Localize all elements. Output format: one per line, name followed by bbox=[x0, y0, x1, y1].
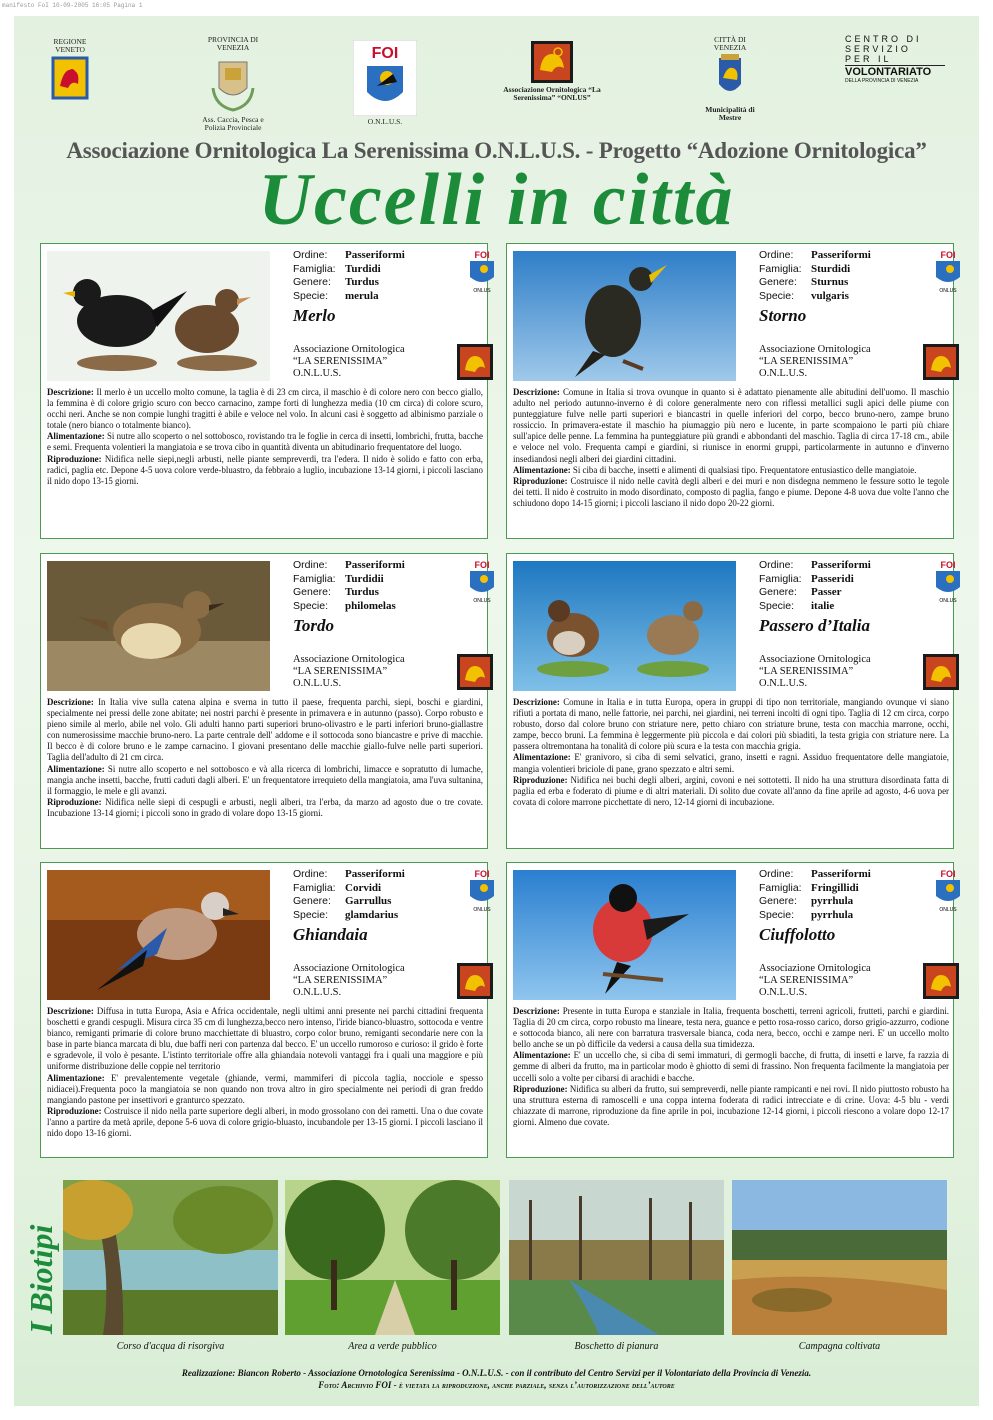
csv-provincia: DELLA PROVINCIA DI VENEZIA bbox=[845, 78, 919, 84]
bird-name: Merlo bbox=[293, 306, 336, 325]
value-genere: Turdus bbox=[345, 586, 379, 598]
desc-text: Presente in tutta Europa e stanziale in Italia, frequenta boschetti, terreni agricoli, frutteti, parchi e giardini. Taglia di 20 cm circa, corpo robusto ma lineare, testa nera, guance e petto rosa-rosso carico, dorso grigio-azzurro, codione e sottocoda bianco, ali nere con barratura trasversale bianca, coda nera, becco, occhi e zampe neri. E' un uccello molto bello anche se un pò difficile da vedersi a causa della sua timidezza. bbox=[513, 1006, 950, 1050]
foi-badge-icon bbox=[932, 249, 964, 293]
alim-text: E' prevalentemente vegetale (ghiande, vermi, mammiferi di piccola taglia, nocciole e spesso nidiacei).Frequenta poco la mangiatoia se non quando non trova altro in giro specialmente nei periodi di gran freddo mangiando pastone per insettivori e granturco spezzato. bbox=[47, 1072, 484, 1105]
ripr-text: Costruisce il nido nelle cavità degli alberi e dei muri e non disdegna nemmeno le fessure sotto le tegole dei tetti. Il nido è costruito in modo disordinato, composto di paglia, fango e piume. Depone 4-8 uova due volte l'anno che schiudono dopo 14-15 giorni; i piccoli lasciano il nido dopo 20-22 giorni. bbox=[513, 475, 949, 508]
biotipo-photo-campagna bbox=[732, 1180, 947, 1335]
value-genere: Turdus bbox=[345, 276, 379, 288]
association-title: Associazione Ornitologica La Serenissima O.N.L.U.S. - Progetto “Adozione Ornitologica” bbox=[66, 138, 927, 163]
label-genere: Genere: bbox=[759, 895, 797, 907]
logo-caption: CITTÀ DI VENEZIA bbox=[713, 35, 747, 52]
bird-description bbox=[513, 697, 949, 808]
main-title: Uccelli in città bbox=[258, 159, 735, 241]
value-famiglia: Turdidii bbox=[345, 572, 384, 585]
association-block bbox=[759, 654, 871, 690]
desc-text: Comune in Italia e in tutta Europa, opera in gruppi di tipo non territoriale, mangiando ovunque vi siano rifiuti a portata di mano, nelle fattorie, nei parchi, nei giardini, nei terreni incolti di ogni tipo. Taglia di 12 cm circa, corpo robusto, dorso dal colore bruno con striature nere, petto chiaro con striature brune, testa con macchia marrone, occhi, zampe, becco bruni. La femmina è leggermente più piccola e dai colori più sbiaditi, la testa grigia con striature nere. La passera oltremontana ha tonalità di colore più scura e la testa con macchia grigia. bbox=[513, 697, 949, 752]
tordo-photo bbox=[47, 561, 270, 691]
desc-text: Diffusa in tutta Europa, Asia e Africa occidentale, negli ultimi anni presente nei parchi cittadini frequenta boschetti e grandi cespugli. Misura circa 35 cm di lunghezza,becco nero intenso, l'iride bianco-bluastro, sottocoda e ventre bianco, remiganti primarie di colore bruno macchiettate di bluastro, corpo color bruno, remiganti secondarie nere con la base in parte bianca marcata di blu, due baffi neri con partenza dal becco. E' un uccello rumoroso e curioso: il grido è forte e sgradevole, il volo è pesante. L'istinto territoriale offre alla ghiandaia notevoli vantaggi fra i quali una maggiore e più uniforme distribuzione delle coppie nel territorio bbox=[47, 1006, 484, 1072]
association-line: Associazione Ornitologica bbox=[759, 654, 871, 665]
ripr-text: Nidifica nelle siepi di cespugli e arbusti, negli alberi, tra l'erba, da marzo ad agosto due o tre covate. Incubazione 13-14 giorni; i piccoli sono in grado di volare dopo 13-15 giorni. bbox=[47, 796, 483, 818]
value-genere: Sturnus bbox=[811, 276, 849, 288]
bird-card-merlo bbox=[40, 243, 491, 539]
value-genere: Passer bbox=[811, 586, 842, 598]
biotipo-caption: Corso d'acqua di risorgiva bbox=[116, 1341, 225, 1352]
label-ordine: Ordine: bbox=[293, 249, 328, 261]
value-famiglia: Sturdidi bbox=[811, 262, 851, 275]
alim-label: Alimentazione: bbox=[513, 1050, 571, 1061]
value-ordine: Passeriformi bbox=[811, 868, 871, 880]
value-specie: merula bbox=[345, 289, 379, 302]
biotipo-caption: Campagna coltivata bbox=[798, 1341, 881, 1352]
association-block bbox=[293, 963, 405, 999]
association-line: Associazione Ornitologica bbox=[759, 963, 871, 974]
label-famiglia: Famiglia: bbox=[759, 881, 802, 894]
biotipi-label bbox=[20, 1180, 60, 1338]
label-genere: Genere: bbox=[759, 586, 797, 598]
logo-centro-servizio-volontariato bbox=[845, 34, 945, 84]
bird-description bbox=[47, 697, 483, 819]
biotipo-photo-boschetto bbox=[509, 1180, 724, 1335]
association-line: “LA SERENISSIMA” bbox=[293, 975, 388, 986]
value-genere: Garrullus bbox=[345, 895, 392, 907]
alim-text: E' un uccello che, si ciba di semi immaturi, di germogli bacche, di frutta, di insetti e larve, fa razzia di gemme di alberi da frutto, ma in particolar modo è ghiotto di semi di frassino. Non frequenta facilmente la mangiatoia per uccelli solo a volte per cibarsi di arachidi e bacche. bbox=[513, 1050, 950, 1083]
value-specie: philomelas bbox=[345, 599, 396, 612]
logo-foi bbox=[350, 38, 420, 126]
value-specie: pyrrhula bbox=[811, 908, 854, 921]
ghiandaia-photo bbox=[47, 870, 270, 1000]
taxonomy bbox=[759, 249, 909, 303]
value-famiglia: Fringillidi bbox=[811, 881, 859, 894]
credits-line: Realizzazione: Biancon Roberto - Associazione Ornotologica Serenissima - O.N.L.U.S. - con il contributo del Centro Servizi per il Volontariato della Provincia di Venezia. bbox=[181, 1368, 812, 1378]
association-line: “LA SERENISSIMA” bbox=[759, 975, 854, 986]
bird-description bbox=[513, 387, 949, 509]
biotipo-photo-area-verde bbox=[285, 1180, 500, 1335]
desc-label: Descrizione: bbox=[513, 387, 560, 397]
bird-card-passero bbox=[506, 553, 957, 849]
association-block bbox=[293, 654, 405, 690]
foi-badge-text: FOI bbox=[474, 560, 490, 570]
association-line: Associazione Ornitologica bbox=[293, 963, 405, 974]
ripr-label: Riproduzione: bbox=[47, 453, 102, 464]
alim-label: Alimentazione: bbox=[47, 1072, 105, 1083]
label-genere: Genere: bbox=[293, 895, 331, 907]
bird-card-ciuffolotto bbox=[506, 862, 957, 1158]
ripr-text: Nidifica nelle siepi,negli arbusti, nelle piante sempreverdi, tra l'edera. Il nido è solido e fatto con erba, radici, paglia etc. Depone 4-5 uova colore verde-bluastro, da febbraio a luglio, incubazione 13-14 giorni, i piccoli lasciano il nido dopo 13-15 giorni. bbox=[47, 453, 484, 486]
foi-badge-icon bbox=[932, 868, 964, 912]
label-specie: Specie: bbox=[759, 599, 795, 612]
logo-subcaption: Associazione Ornitologica “La Serenissima” “ONLUS” bbox=[503, 85, 601, 102]
label-specie: Specie: bbox=[759, 289, 795, 302]
desc-label: Descrizione: bbox=[47, 387, 94, 397]
foi-badge-icon bbox=[466, 249, 498, 293]
lion-of-saint-mark-icon bbox=[923, 344, 959, 380]
logo-caption: PROVINCIA DI VENEZIA bbox=[207, 35, 259, 52]
association-line: O.N.L.U.S. bbox=[759, 678, 808, 689]
foi-badge-text: FOI bbox=[474, 250, 490, 260]
alim-label: Alimentazione: bbox=[47, 431, 105, 442]
association-line: Associazione Ornitologica bbox=[759, 344, 871, 355]
foi-badge-text: FOI bbox=[940, 250, 956, 260]
city-crest-icon bbox=[713, 54, 747, 104]
logo-regione-veneto bbox=[40, 38, 100, 102]
lion-shield-icon bbox=[50, 56, 90, 100]
onlus-badge-text: ONLUS bbox=[939, 907, 957, 912]
desc-text: In Italia vive sulla catena alpina e sverna in tutto il paese, frequenta parchi, siepi, boschi e giardini, specialmente nei pressi delle zone abitate; nei nostri parchi è presente in primavera e in autunno (passo). Corpo robusto e pieno simile al merlo, abile nel volo. Gli adulti hanno parti superiori bruno-olivastro e le parti inferiori bruno-giallastre con numerosissime macchie bruno-nero. La parte centrale dell' addome e il sottocoda sono biancastre e prive di macchie. Il becco è di colore bruno e le zampe carnacino. I giovani presentano delle macchie giallo-fulve nelle parti superiori. Taglia dell'adulto di 21 cm circa. bbox=[47, 697, 483, 763]
logo-subcaption: Municipalità di Mestre bbox=[705, 105, 755, 122]
association-line: O.N.L.U.S. bbox=[759, 368, 808, 379]
label-genere: Genere: bbox=[293, 276, 331, 288]
ripr-text: Nidifica su alberi da frutto, sui sempreverdi, nelle piante rampicanti e nei rovi. Il nido piuttosto robusto ha una struttura esterna di ramoscelli e una coppa interna foderata di radici intrecciate e di crine. Uova: 4-5 blu - verdi chiazzate di marrone, riproduzione da fine aprile in poi, incubazione 12-14 giorni, i piccoli riescono a volare dopo 12-17 giorni. Almeno due covate. bbox=[513, 1083, 950, 1127]
value-ordine: Passeriformi bbox=[345, 868, 405, 880]
desc-label: Descrizione: bbox=[513, 697, 560, 707]
desc-text: Comune in Italia si trova ovunque in quanto si è adattato pienamente alle abitudini dell'uomo. Il maschio adulto nel periodo autunno-inverno è di colore generalmente nero con riflessi metallici sugli apici delle piume con punteggiature fulve nelle parti superiori e biancastri in quelle inferiori del corpo, becco bruno-nero, zampe bruno rossiccio. In primavera-estate il maschio ha piumaggio più nero e lucente, in parte scompaiono le parti più chiare sull'apice delle penne. La femmina ha punteggiature più grandi e abbondanti del maschio. Taglia di circa 17-18 cm., abile e veloce nel volo. Frequenta campi e giardini, si riunisce in enormi gruppi, particolarmente in autunno e d'inverno insediandosi negli alberi dei giardini cittadini. bbox=[513, 387, 950, 464]
ripr-label: Riproduzione: bbox=[513, 475, 568, 486]
csv-volontariato: VOLONTARIATO bbox=[845, 65, 945, 78]
value-specie: glamdarius bbox=[345, 908, 399, 921]
onlus-badge-text: ONLUS bbox=[939, 288, 957, 293]
association-block bbox=[759, 344, 871, 380]
foi-badge-text: FOI bbox=[940, 560, 956, 570]
label-ordine: Ordine: bbox=[293, 868, 328, 880]
bird-description bbox=[513, 1006, 949, 1128]
ripr-label: Riproduzione: bbox=[513, 1083, 568, 1094]
credits-photo-line: Foto: Archivio FOI - è vietata la riproduzione, anche parziale, senza l’autorizzazione dell’autore bbox=[318, 1380, 675, 1390]
association-line: “LA SERENISSIMA” bbox=[759, 666, 854, 677]
value-ordine: Passeriformi bbox=[811, 559, 871, 571]
desc-label: Descrizione: bbox=[47, 1006, 94, 1016]
label-specie: Specie: bbox=[293, 599, 329, 612]
value-specie: vulgaris bbox=[811, 289, 849, 302]
bird-card-storno bbox=[506, 243, 957, 539]
ripr-label: Riproduzione: bbox=[513, 774, 568, 785]
taxonomy bbox=[293, 249, 443, 303]
label-specie: Specie: bbox=[293, 908, 329, 921]
storno-photo bbox=[513, 251, 736, 381]
bird-name: Storno bbox=[759, 306, 807, 325]
foi-badge-icon bbox=[466, 559, 498, 603]
onlus-badge-text: ONLUS bbox=[939, 598, 957, 603]
biotipi-label-text: I Biotipi bbox=[23, 1224, 59, 1334]
bird-card-ghiandaia bbox=[40, 862, 491, 1158]
ripr-label: Riproduzione: bbox=[47, 796, 102, 807]
foi-logo-text: FOI bbox=[371, 45, 399, 62]
lion-of-saint-mark-icon bbox=[457, 963, 493, 999]
value-famiglia: Corvidi bbox=[345, 881, 382, 894]
alim-text: Si nutre allo scoperto o nel sottobosco, rovistando tra le foglie in cerca di insetti, lombrichi, frutta, bacche e semi. Frequenta volentieri la mangiatoia e se trova cibo in quantità diventa un abitudinario frequentatore del luogo. bbox=[47, 431, 484, 453]
csv-line: CENTRO DI bbox=[845, 34, 922, 44]
biotipo-caption: Area a verde pubblico bbox=[348, 1341, 437, 1352]
lion-of-saint-mark-icon bbox=[530, 40, 574, 84]
label-specie: Specie: bbox=[293, 289, 329, 302]
value-ordine: Passeriformi bbox=[345, 559, 405, 571]
label-genere: Genere: bbox=[293, 586, 331, 598]
csv-line: PER IL bbox=[845, 54, 892, 64]
label-famiglia: Famiglia: bbox=[293, 572, 336, 585]
bird-name: Ghiandaia bbox=[293, 925, 368, 944]
value-famiglia: Passeridi bbox=[811, 572, 854, 585]
biotipo-photo-risorgiva bbox=[63, 1180, 278, 1335]
association-line: O.N.L.U.S. bbox=[293, 368, 342, 379]
ripr-text: Costruisce il nido nella parte superiore degli alberi, in modo grossolano con dei rametti. Una o due covate l'anno a partire da metà aprile, depone 5-6 uova di colore grigio-bluasto, incubandole per 13-15 giorni. I piccoli lasciano il nido dopo 13-16 giorni. bbox=[47, 1105, 483, 1139]
csv-line: SERVIZIO bbox=[845, 44, 911, 54]
ciuffolotto-photo bbox=[513, 870, 736, 1000]
logo-subcaption: O.N.L.U.S. bbox=[367, 117, 403, 126]
alim-text: E' granivoro, si ciba di semi selvatici, grano, insetti e ragni. Assiduo frequentatore delle mangiatoie, mangia volentieri briciole di pane, grano spezzato e altri semi. bbox=[513, 752, 950, 774]
foi-badge-icon bbox=[932, 559, 964, 603]
association-block bbox=[293, 344, 405, 380]
taxonomy bbox=[293, 868, 443, 922]
foi-logo-icon bbox=[353, 40, 417, 116]
label-famiglia: Famiglia: bbox=[293, 262, 336, 275]
foi-badge-text: FOI bbox=[474, 869, 490, 879]
label-ordine: Ordine: bbox=[293, 559, 328, 571]
value-ordine: Passeriformi bbox=[345, 249, 405, 261]
foi-badge-text: FOI bbox=[940, 869, 956, 879]
lion-of-saint-mark-icon bbox=[923, 654, 959, 690]
association-line: “LA SERENISSIMA” bbox=[293, 356, 388, 367]
association-line: O.N.L.U.S. bbox=[293, 987, 342, 998]
value-ordine: Passeriformi bbox=[811, 249, 871, 261]
bird-description bbox=[47, 1006, 483, 1139]
lion-of-saint-mark-icon bbox=[457, 654, 493, 690]
lion-of-saint-mark-icon bbox=[923, 963, 959, 999]
lion-of-saint-mark-icon bbox=[457, 344, 493, 380]
logo-citta-venezia bbox=[700, 36, 760, 122]
taxonomy bbox=[759, 868, 909, 922]
value-famiglia: Turdidi bbox=[345, 262, 381, 275]
alim-label: Alimentazione: bbox=[47, 763, 105, 774]
taxonomy bbox=[759, 559, 909, 613]
association-line: Associazione Ornitologica bbox=[293, 654, 405, 665]
association-line: “LA SERENISSIMA” bbox=[293, 666, 388, 677]
alim-text: Si nutre allo scoperto e nel sottobosco e và alla ricerca di lombrichi, limacce e sopratutto di lumache, mangia anche insetti, bacche, frutti caduti dagli alberi. E' un frequentatore irrequieto della mangiatoia, ama l'uva sultanina, il formaggio, le mele e gli avanzi. bbox=[47, 763, 484, 796]
logo-la-serenissima bbox=[500, 38, 604, 102]
merlo-photo bbox=[47, 251, 270, 381]
logo-caption: REGIONE VENETO bbox=[53, 37, 87, 54]
alim-label: Alimentazione: bbox=[513, 464, 571, 475]
association-line: Associazione Ornitologica bbox=[293, 344, 405, 355]
bird-card-tordo bbox=[40, 553, 491, 849]
alim-text: Si ciba di bacche, insetti e alimenti di qualsiasi tipo. Frequentatore entusiastico delle mangiatoie. bbox=[572, 464, 917, 475]
desc-text: Il merlo è un uccello molto comune, la taglia è di 23 cm circa, il maschio è di colore nero con becco giallo, la femmina è di colore grigio scuro con becco carnacino, zampe forti di lunghezza media (10 cm circa) di colore scuro, occhi neri. Anche se non compie lunghi tragitti è abile e veloce nel volo. In alcuni casi è soggetto ad albinismo parziale o totale (nero bianco o totalmente bianco). bbox=[47, 387, 483, 431]
label-ordine: Ordine: bbox=[759, 249, 794, 261]
ripr-label: Riproduzione: bbox=[47, 1105, 102, 1116]
association-block bbox=[759, 963, 871, 999]
alim-label: Alimentazione: bbox=[513, 752, 571, 763]
logo-provincia-venezia bbox=[196, 36, 270, 132]
ripr-text: Nidifica nei buchi degli alberi, argini, covoni e nei sottotetti. Il nido ha una struttura disordinata fatta di paglia ed erba e foderato di piume e di altri materiali. Di solito due covate all'anno da fine aprile ad agosto, 4-6 uova per covata di colore marrone picchettate di nero, 12-14 giorni di incubazione. bbox=[513, 774, 949, 807]
desc-label: Descrizione: bbox=[513, 1006, 560, 1016]
association-line: O.N.L.U.S. bbox=[293, 678, 342, 689]
bird-name: Ciuffolotto bbox=[759, 925, 836, 944]
biotipo-caption: Boschetto di pianura bbox=[574, 1341, 659, 1352]
foi-badge-icon bbox=[466, 868, 498, 912]
label-ordine: Ordine: bbox=[759, 868, 794, 880]
crest-icon bbox=[209, 54, 257, 114]
bird-name: Tordo bbox=[293, 616, 334, 635]
logo-subcaption: Ass. Caccia, Pesca e Polizia Provinciale bbox=[202, 115, 264, 132]
association-line: “LA SERENISSIMA” bbox=[759, 356, 854, 367]
value-genere: pyrrhula bbox=[811, 895, 854, 907]
passero-photo bbox=[513, 561, 736, 691]
bird-name: Passero d’Italia bbox=[759, 616, 870, 635]
association-line: O.N.L.U.S. bbox=[759, 987, 808, 998]
label-famiglia: Famiglia: bbox=[759, 262, 802, 275]
onlus-badge-text: ONLUS bbox=[473, 288, 491, 293]
bird-description bbox=[47, 387, 483, 487]
crop-mark: manifesto FoI 10-09-2005 16:05 Pagina 1 bbox=[2, 2, 143, 9]
label-genere: Genere: bbox=[759, 276, 797, 288]
value-specie: italie bbox=[811, 599, 835, 612]
label-specie: Specie: bbox=[759, 908, 795, 921]
desc-label: Descrizione: bbox=[47, 697, 94, 707]
label-ordine: Ordine: bbox=[759, 559, 794, 571]
onlus-badge-text: ONLUS bbox=[473, 907, 491, 912]
label-famiglia: Famiglia: bbox=[293, 881, 336, 894]
onlus-badge-text: ONLUS bbox=[473, 598, 491, 603]
taxonomy bbox=[293, 559, 443, 613]
label-famiglia: Famiglia: bbox=[759, 572, 802, 585]
